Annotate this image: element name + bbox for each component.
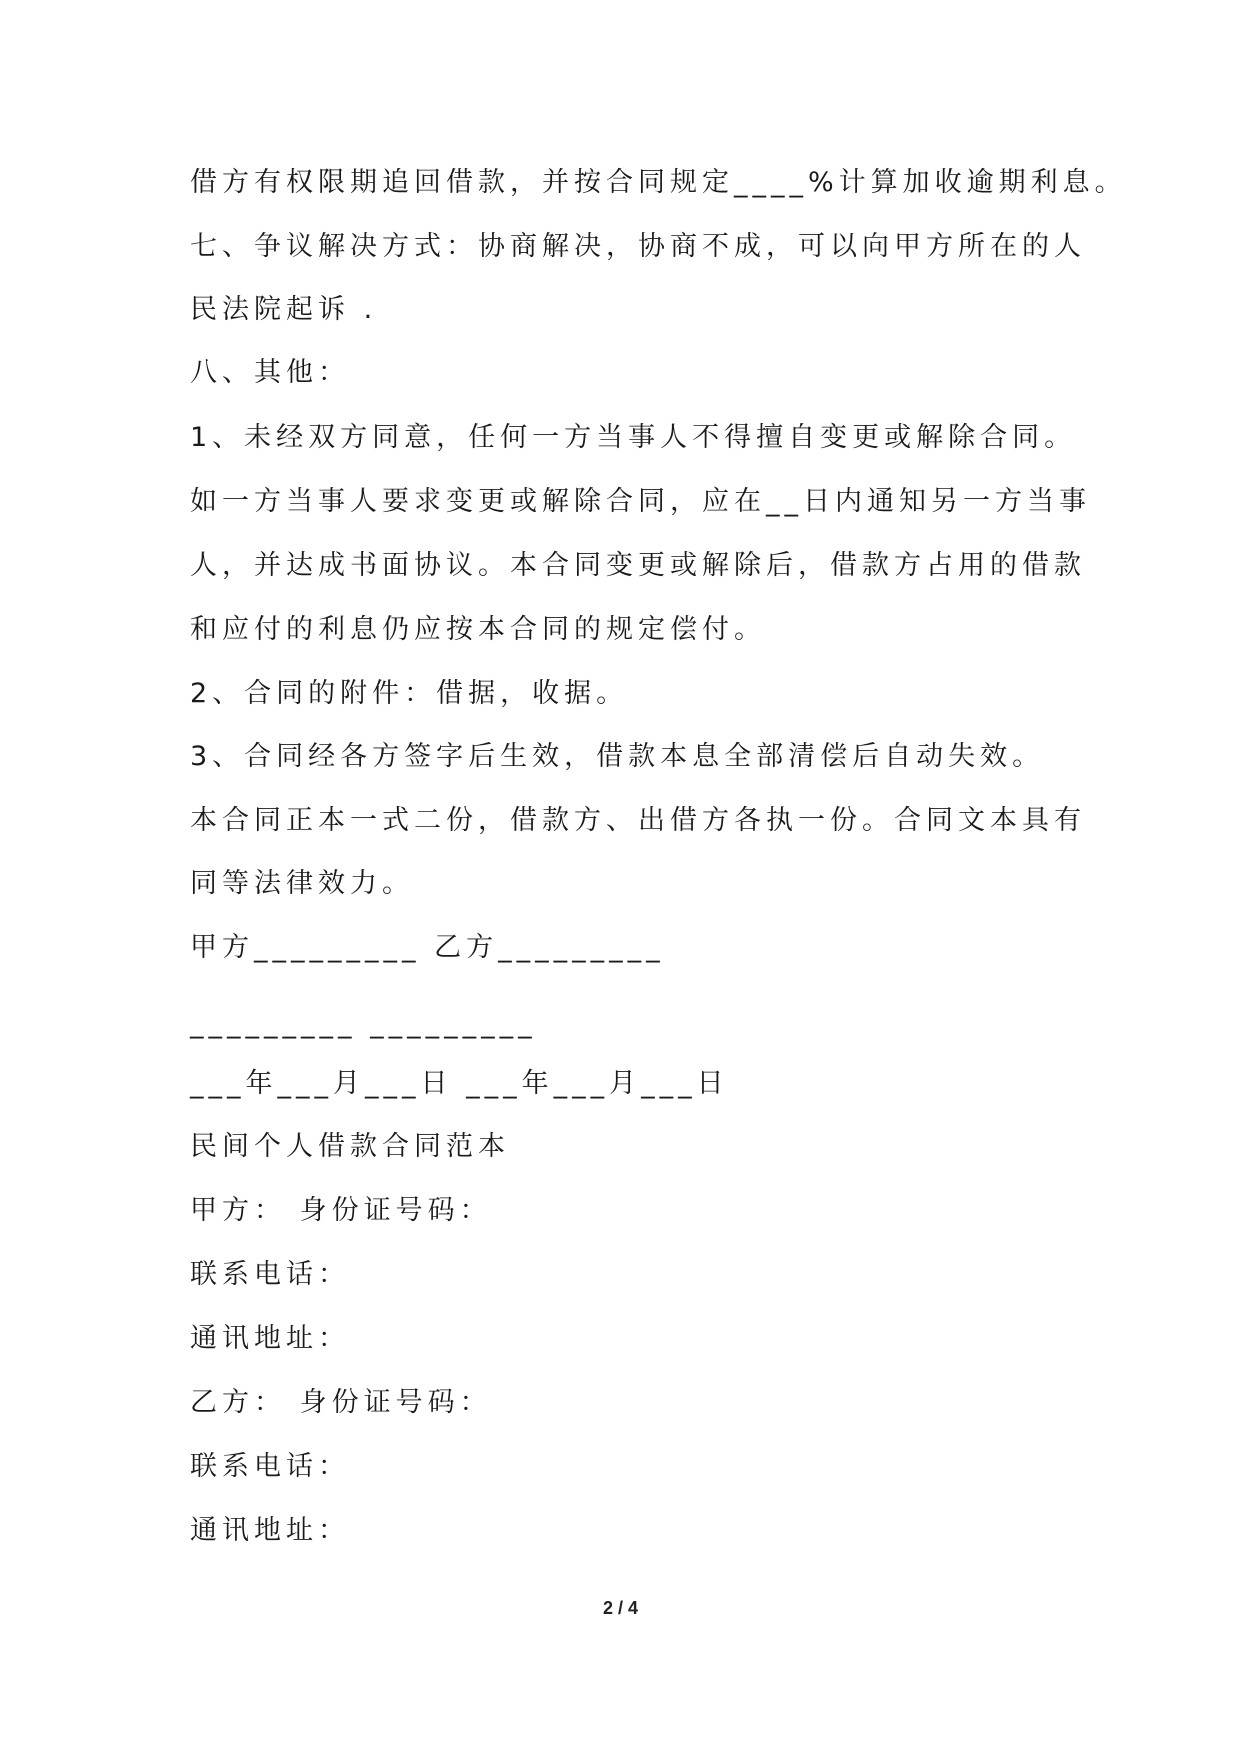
party-b-id-label: 乙方： 身份证号码： <box>190 1387 492 1418</box>
text-line-copies-cont: 同等法律效力。 <box>190 868 414 899</box>
text-line-clause-2: 2、合同的附件：借据，收据。 <box>190 678 629 709</box>
party-b-phone-label: 联系电话： <box>190 1451 350 1482</box>
party-a-phone-label: 联系电话： <box>190 1259 350 1290</box>
text-line-copies: 本合同正本一式二份，借款方、出借方各执一份。合同文本具有 <box>190 805 1086 836</box>
signature-blank-line: _________ _________ <box>190 1008 537 1039</box>
party-a-address-label: 通讯地址： <box>190 1323 350 1354</box>
text-line-overdue-interest: 借方有权限期追回借款，并按合同规定____%计算加收逾期利息。 <box>190 167 1127 198</box>
text-line-other-heading: 八、其他： <box>190 357 350 388</box>
signature-parties-line: 甲方_________ 乙方_________ <box>190 932 665 963</box>
signature-date-line: ___年___月___日 ___年___月___日 <box>190 1068 729 1099</box>
party-a-id-label: 甲方： 身份证号码： <box>190 1195 492 1226</box>
text-line-clause-1: 1、未经双方同意，任何一方当事人不得擅自变更或解除合同。 <box>190 422 1077 453</box>
party-b-address-label: 通讯地址： <box>190 1515 350 1546</box>
contract-title: 民间个人借款合同范本 <box>190 1131 510 1162</box>
page-number: 2 / 4 <box>602 1598 639 1618</box>
text-line-clause-3: 3、合同经各方签字后生效，借款本息全部清偿后自动失效。 <box>190 741 1045 772</box>
text-line-clause-1-cont-c: 和应付的利息仍应按本合同的规定偿付。 <box>190 614 766 645</box>
text-line-clause-1-cont-a: 如一方当事人要求变更或解除合同，应在__日内通知另一方当事 <box>190 486 1091 517</box>
text-line-clause-1-cont-b: 人，并达成书面协议。本合同变更或解除后，借款方占用的借款 <box>190 550 1086 581</box>
text-line-dispute-resolution-cont: 民法院起诉 . <box>190 294 378 325</box>
text-line-dispute-resolution: 七、争议解决方式：协商解决，协商不成，可以向甲方所在的人 <box>190 231 1086 262</box>
